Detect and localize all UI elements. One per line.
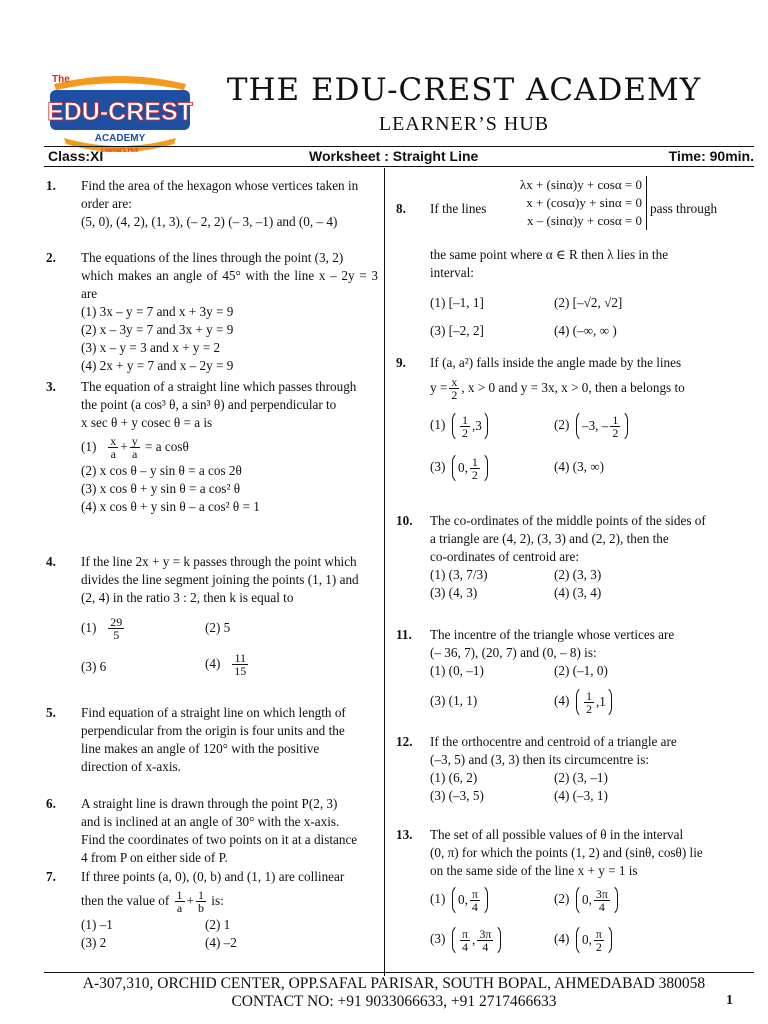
question-text: The equation of a straight line which passes through xyxy=(81,379,357,394)
option-3: (3) [–2, 2] xyxy=(430,323,484,338)
option-4: (4) (3, 4) xyxy=(554,585,602,600)
question-number: 7. xyxy=(46,869,56,884)
option-4: (4) 2x + y = 7 and x – 2y = 9 xyxy=(81,358,234,373)
option-2: (2) [–√2, √2] xyxy=(554,295,623,310)
option-4: (4) –2 xyxy=(205,935,237,950)
option-1: (1) $\frac{29}{5}$ xyxy=(81,615,123,643)
option-3: (3) (1, 1) xyxy=(430,693,478,708)
question-number: 10. xyxy=(396,513,413,528)
question-text: (5, 0), (4, 2), (1, 3), (– 2, 2) (– 3, –1) and (0, – 4) xyxy=(81,214,338,229)
question-text: The co-ordinates of the middle points of the sides of xyxy=(430,513,706,528)
option-1: (1) $\frac{x}{a}$ + $\frac{y}{a}$ = a cosθ xyxy=(81,434,189,462)
question-text: If (a, a²) falls inside the angle made by the lines xyxy=(430,355,682,370)
footer-rule xyxy=(44,972,754,973)
class-label: Class:XI xyxy=(48,148,104,164)
question-number: 5. xyxy=(46,705,56,720)
option-3: (3) 0, $\frac{1}{2}$ xyxy=(430,452,488,484)
question-text: divides the line segment joining the points (1, 1) and xyxy=(81,572,359,587)
time-label: Time: 90min. xyxy=(668,148,754,164)
question-number: 6. xyxy=(46,796,56,811)
worksheet-header-row xyxy=(44,148,754,166)
question-text: If the lines xyxy=(430,201,487,216)
logo-tag-text: Learner's Hub xyxy=(101,148,139,154)
equation-1: λx + (sinα)y + cosα = 0 xyxy=(519,177,642,192)
question-text: If three points (a, 0), (0, b) and (1, 1) are collinear xyxy=(81,869,345,884)
question-number: 4. xyxy=(46,554,56,569)
page-title: THE EDU-CREST ACADEMY xyxy=(226,72,702,108)
question-text: y = $\frac{x}{2}$ , x > 0 and y = 3x, x > 0, then a belongs to xyxy=(430,375,685,403)
question-number: 8. xyxy=(396,201,406,216)
option-1: (1) (3, 7/3) xyxy=(430,567,488,582)
worksheet-label: Worksheet : Straight Line xyxy=(309,148,479,164)
question-text: and is inclined at an angle of 30° with the x-axis. xyxy=(81,814,340,829)
header-rule-top xyxy=(44,146,754,147)
equation-3: x – (sinα)y + cosα = 0 xyxy=(527,213,642,228)
question-text: The set of all possible values of θ in the interval xyxy=(430,827,684,842)
option-1: (1) $\frac{1}{2}$ ,3 xyxy=(430,410,488,442)
logo-the-text: The xyxy=(52,74,70,85)
option-4: (4) (3, ∞) xyxy=(554,459,605,474)
option-2: (2) x – 3y = 7 and 3x + y = 9 xyxy=(81,322,234,337)
option-2: (2) x cos θ – y sin θ = a cos 2θ xyxy=(81,463,242,478)
question-number: 3. xyxy=(46,379,56,394)
question-text: perpendicular from the origin is four units and the xyxy=(81,723,345,738)
logo-main-text: EDU-CREST xyxy=(47,98,193,126)
equation-2: x + (cosα)y + sinα = 0 xyxy=(526,195,642,210)
question-text: the point (a cos³ θ, a sin³ θ) and perpendicular to xyxy=(81,397,337,412)
question-text: A straight line is drawn through the point P(2, 3) xyxy=(81,796,338,811)
option-1: (1) 0, $\frac{\pi}{4}$ xyxy=(430,884,488,916)
question-number: 11. xyxy=(396,627,412,642)
question-text: Find the area of the hexagon whose vertices taken in xyxy=(81,178,359,193)
option-2: (2) –3, – $\frac{1}{2}$ xyxy=(554,410,628,442)
question-text: order are: xyxy=(81,196,132,211)
academy-logo xyxy=(44,70,196,158)
option-4: (4) $\frac{11}{15}$ xyxy=(205,651,247,679)
question-text: interval: xyxy=(430,265,474,280)
question-text: which makes an angle of 45° with the line x – 2y = 3 are xyxy=(81,268,378,301)
question-text: on the same side of the line x + y = 1 is xyxy=(430,863,638,878)
footer-contact: CONTACT NO: +91 9033066633, +91 2717466633 xyxy=(231,993,557,1010)
question-text: (– 36, 7), (20, 7) and (0, – 8) is: xyxy=(430,645,597,660)
question-text: a triangle are (4, 2), (3, 3) and (2, 2), then the xyxy=(430,531,669,546)
option-3: (3) $\frac{\pi}{4}$ , $\frac{3\pi}{4}$ xyxy=(430,924,501,956)
option-3: (3) (–3, 5) xyxy=(430,788,484,803)
footer-address: A-307,310, ORCHID CENTER, OPP.SAFAL PARISAR, SOUTH BOPAL, AHMEDABAD 380058 xyxy=(82,975,706,992)
logo-sub-text: ACADEMY xyxy=(94,133,146,144)
question-number: 12. xyxy=(396,734,413,749)
question-text: Find equation of a straight line on which length of xyxy=(81,705,346,720)
option-2: (2) 5 xyxy=(205,620,231,635)
page-subtitle: LEARNER’S HUB xyxy=(378,113,550,135)
option-1: (1) (0, –1) xyxy=(430,663,484,678)
option-2: (2) (3, –1) xyxy=(554,770,608,785)
question-text: The equations of the lines through the point (3, 2) xyxy=(81,250,344,265)
option-2: (2) (3, 3) xyxy=(554,567,602,582)
option-3: (3) x cos θ + y sin θ = a cos² θ xyxy=(81,481,241,496)
option-3: (3) x – y = 3 and x + y = 2 xyxy=(81,340,221,355)
option-4: (4) x cos θ + y sin θ – a cos² θ = 1 xyxy=(81,499,260,514)
question-text: co-ordinates of centroid are: xyxy=(430,549,580,564)
option-2: (2) (–1, 0) xyxy=(554,663,608,678)
question-text: If the orthocentre and centroid of a triangle are xyxy=(430,734,677,749)
column-divider xyxy=(384,168,385,976)
question-text: pass through xyxy=(650,201,718,216)
option-3: (3) 2 xyxy=(81,935,107,950)
question-number: 2. xyxy=(46,250,56,265)
question-text: line makes an angle of 120° with the positive xyxy=(81,741,320,756)
option-3: (3) (4, 3) xyxy=(430,585,478,600)
question-number: 13. xyxy=(396,827,413,842)
option-4: (4) (–3, 1) xyxy=(554,788,608,803)
question-text: Find the coordinates of two points on it at a distance xyxy=(81,832,358,847)
option-1: (1) [–1, 1] xyxy=(430,295,484,310)
option-2: (2) 0, $\frac{3\pi}{4}$ xyxy=(554,884,618,916)
header-rule-bottom xyxy=(44,166,754,167)
question-text: If the line 2x + y = k passes through the point which xyxy=(81,554,357,569)
question-number: 9. xyxy=(396,355,406,370)
question-number: 1. xyxy=(46,178,56,193)
question-text: x sec θ + y cosec θ = a is xyxy=(81,415,213,430)
question-text: (2, 4) in the ratio 3 : 2, then k is equal to xyxy=(81,590,294,605)
question-text: (0, π) for which the points (1, 2) and (sinθ, cosθ) lie xyxy=(430,845,703,860)
question-text: then the value of $\frac{1}{a}$ + $\frac{1}{b}$ is: xyxy=(81,888,224,916)
question-text: The incentre of the triangle whose vertices are xyxy=(430,627,675,642)
option-4: (4) $\frac{1}{2}$ ,1 xyxy=(554,686,612,718)
option-4: (4) (–∞, ∞ ) xyxy=(554,323,617,338)
question-text: (–3, 5) and (3, 3) then its circumcentre is: xyxy=(430,752,649,767)
question-text: the same point where α ∈ R then λ lies in the xyxy=(430,247,669,262)
option-2: (2) 1 xyxy=(205,917,231,932)
page-number: 1 xyxy=(726,993,733,1008)
option-4: (4) 0, $\frac{\pi}{2}$ xyxy=(554,924,612,956)
option-1: (1) (6, 2) xyxy=(430,770,478,785)
option-1: (1) 3x – y = 7 and x + 3y = 9 xyxy=(81,304,234,319)
question-text: direction of x-axis. xyxy=(81,759,181,774)
option-1: (1) –1 xyxy=(81,917,113,932)
option-3: (3) 6 xyxy=(81,659,107,674)
question-text: 4 from P on either side of P. xyxy=(81,850,228,865)
